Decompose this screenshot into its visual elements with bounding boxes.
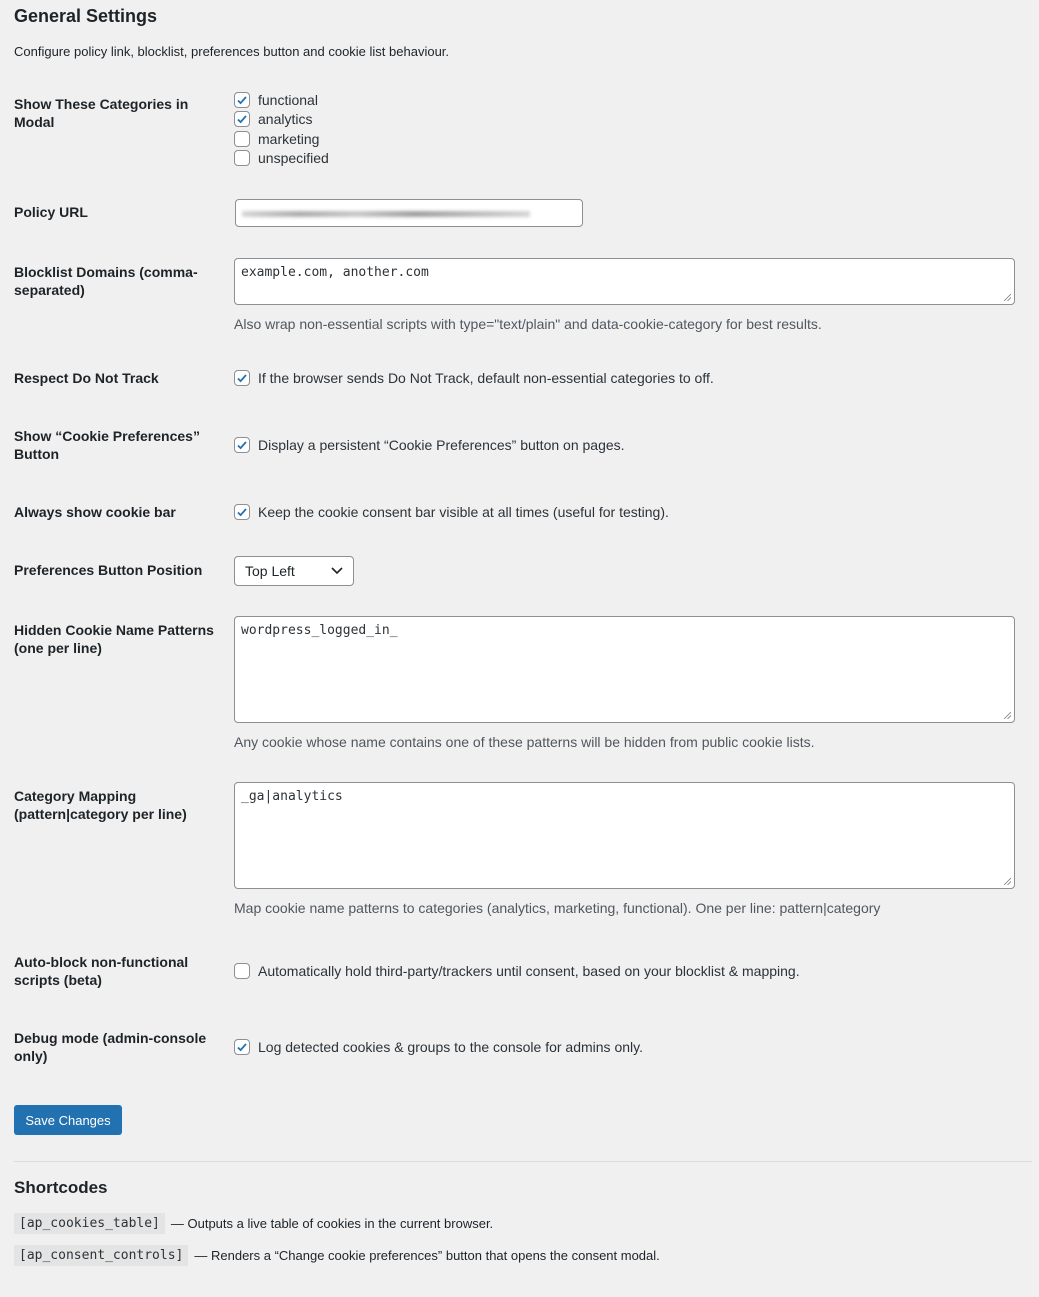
checkmark-icon (236, 439, 248, 451)
checkbox[interactable] (234, 437, 250, 453)
chevron-down-icon (331, 567, 343, 575)
checkbox-label: marketing (258, 131, 320, 147)
checkbox[interactable] (234, 370, 250, 386)
divider (14, 1161, 1032, 1162)
checkbox-label: Log detected cookies & groups to the console for admins only. (258, 1039, 643, 1055)
position-label: Preferences Button Position (14, 562, 203, 578)
checkbox[interactable] (234, 963, 250, 979)
checkmark-icon (236, 372, 248, 384)
checkmark-icon (236, 1041, 248, 1053)
checkbox[interactable] (234, 504, 250, 520)
category-analytics-checkbox[interactable] (234, 111, 312, 127)
dnt-checkbox[interactable] (234, 370, 714, 386)
checkbox-label: unspecified (258, 150, 329, 166)
shortcode-item (14, 1245, 660, 1266)
checkbox-label: analytics (258, 111, 313, 127)
always-show-label: Always show cookie bar (14, 504, 176, 520)
resize-handle-icon[interactable] (1004, 294, 1011, 301)
blocklist-textarea[interactable] (234, 258, 1015, 305)
redacted-url (242, 211, 530, 217)
shortcode-code: [ap_cookies_table] (14, 1213, 165, 1234)
save-changes-button[interactable]: Save Changes (14, 1105, 122, 1135)
categories-label: Show These Categories in Modal (14, 96, 189, 130)
shortcode-description: — Outputs a live table of cookies in the current browser. (170, 1216, 494, 1231)
checkbox-label: Automatically hold third-party/trackers until consent, based on your blocklist & mapping. (258, 963, 800, 979)
pref-button-checkbox[interactable] (234, 437, 625, 453)
checkbox[interactable] (234, 131, 250, 147)
debug-label: Debug mode (admin-console only) (14, 1030, 207, 1064)
category-mapping-help: Map cookie name patterns to categories (analytics, marketing, functional). One per line: pattern|category (234, 900, 881, 916)
checkbox-label: Keep the cookie consent bar visible at all times (useful for testing). (258, 504, 669, 520)
blocklist-value: example.com, another.com (241, 265, 429, 280)
blocklist-help: Also wrap non-essential scripts with type="text/plain" and data-cookie-category for best results. (234, 316, 822, 332)
checkmark-icon (236, 506, 248, 518)
hidden-cookies-value: wordpress_logged_in_ (241, 623, 398, 638)
hidden-cookies-help: Any cookie whose name contains one of these patterns will be hidden from public cookie lists. (234, 734, 815, 750)
hidden-cookies-textarea[interactable] (234, 616, 1015, 723)
page-description: Configure policy link, blocklist, preferences button and cookie list behaviour. (14, 44, 450, 59)
always-show-checkbox[interactable] (234, 504, 669, 520)
debug-checkbox[interactable] (234, 1039, 643, 1055)
shortcode-code: [ap_consent_controls] (14, 1245, 188, 1266)
category-marketing-checkbox[interactable] (234, 131, 319, 147)
policy-url-input[interactable] (235, 199, 583, 227)
pref-button-label: Show “Cookie Preferences” Button (14, 428, 200, 462)
checkbox-label: Display a persistent “Cookie Preferences” button on pages. (258, 437, 625, 453)
shortcode-description: — Renders a “Change cookie preferences” button that opens the consent modal. (194, 1248, 660, 1263)
checkbox-label: If the browser sends Do Not Track, default non-essential categories to off. (258, 370, 714, 386)
shortcode-item (14, 1213, 493, 1234)
category-unspecified-checkbox[interactable] (234, 150, 329, 166)
category-mapping-textarea[interactable] (234, 782, 1015, 889)
dnt-label: Respect Do Not Track (14, 370, 159, 386)
select-value: Top Left (245, 563, 295, 579)
hidden-cookies-label: Hidden Cookie Name Patterns (one per line) (14, 622, 214, 656)
resize-handle-icon[interactable] (1004, 878, 1011, 885)
policy-url-label: Policy URL (14, 204, 88, 220)
auto-block-label: Auto-block non-functional scripts (beta) (14, 954, 189, 988)
blocklist-label: Blocklist Domains (comma-separated) (14, 264, 198, 298)
resize-handle-icon[interactable] (1004, 712, 1011, 719)
checkbox-label: functional (258, 92, 318, 108)
shortcodes-heading: Shortcodes (14, 1178, 108, 1197)
checkmark-icon (236, 113, 248, 125)
position-select[interactable] (234, 556, 354, 586)
checkbox[interactable] (234, 111, 250, 127)
checkbox[interactable] (234, 92, 250, 108)
category-mapping-value: _ga|analytics (241, 789, 343, 804)
checkmark-icon (236, 94, 248, 106)
checkbox[interactable] (234, 1039, 250, 1055)
category-mapping-label: Category Mapping (pattern|category per line) (14, 788, 187, 822)
checkbox[interactable] (234, 150, 250, 166)
auto-block-checkbox[interactable] (234, 963, 800, 979)
page-title: General Settings (14, 6, 158, 26)
category-functional-checkbox[interactable] (234, 92, 318, 108)
